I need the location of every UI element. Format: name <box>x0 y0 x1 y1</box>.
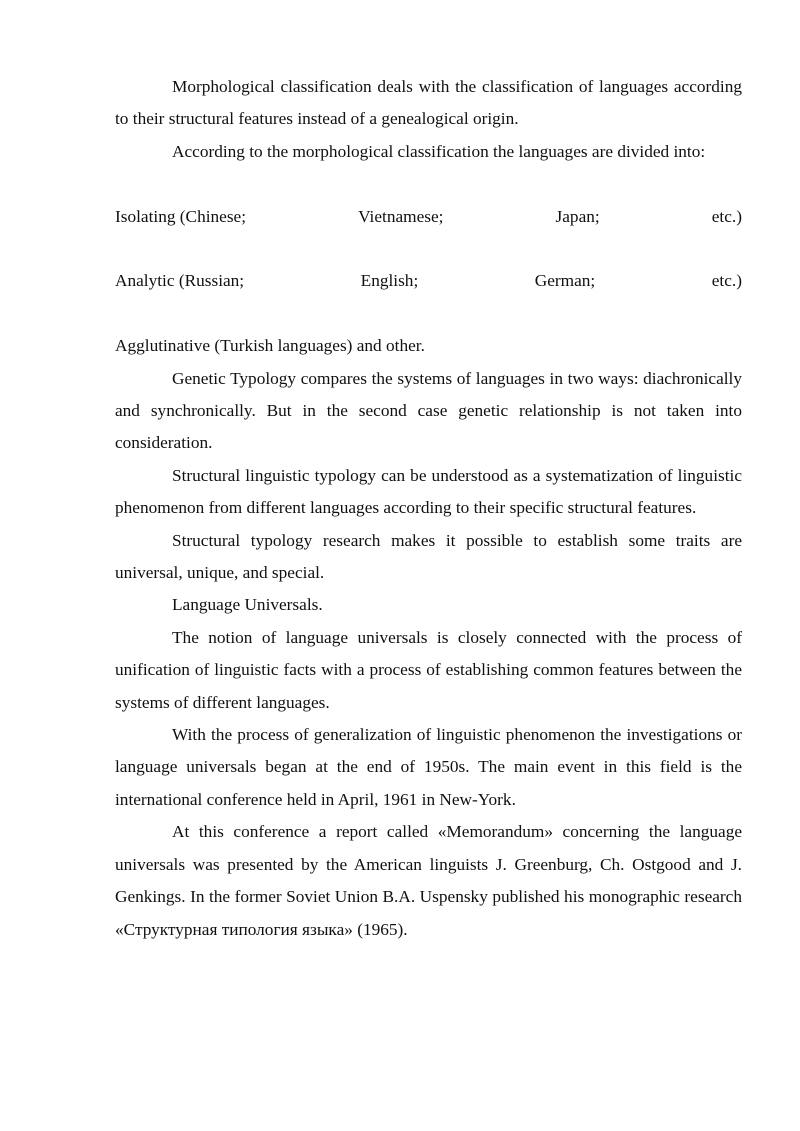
paragraph-memorandum-conference: At this conference a report called «Memorandum» concerning the language universals was presented by the American linguists J. Greenburg, Ch. Ostgood and J. Genkings. In the former Soviet Union B.A. Uspensky published his monographic research «Структурная типология языка» (1965). <box>115 822 742 939</box>
isolating-etc: etc.) <box>711 206 742 226</box>
analytic-example-german: German; <box>534 271 596 291</box>
document-page <box>115 71 742 946</box>
section-heading-language-universals: Language Universals. <box>172 595 323 615</box>
paragraph-structural-typology-research: Structural typology research makes it possible to establish some traits are universal, unique, and special. <box>115 530 742 583</box>
list-item-agglutinative: Agglutinative (Turkish languages) and other. <box>115 336 425 356</box>
list-item-analytic <box>115 265 742 297</box>
isolating-example-japan: Japan; <box>555 206 600 226</box>
isolating-term: Isolating (Chinese; <box>115 206 247 226</box>
analytic-example-english: English; <box>360 271 419 291</box>
isolating-example-vietnamese: Vietnamese; <box>358 206 444 226</box>
list-item-isolating <box>115 201 742 233</box>
analytic-etc: etc.) <box>711 271 742 291</box>
spacer <box>115 298 742 330</box>
spacer <box>115 233 742 265</box>
paragraph-genetic-typology: Genetic Typology compares the systems of languages in two ways: diachronically and synchronically. But in the second case genetic relationship is not taken into consideration. <box>115 368 742 453</box>
paragraph-morphological-classification: Morphological classification deals with the classification of languages according to their structural features instead of a genealogical origin. <box>115 77 742 129</box>
paragraph-structural-linguistic-typology: Structural linguistic typology can be understood as a systematization of linguistic phenomenon from different languages according to their specific structural features. <box>115 465 742 518</box>
paragraph-generalization: With the process of generalization of linguistic phenomenon the investigations or language universals began at the end of 1950s. The main event in this field is the international conference held in April, 1961 in New-York. <box>115 725 742 809</box>
paragraph-notion-universals: The notion of language universals is closely connected with the process of unification of linguistic facts with a process of establishing common features between the systems of different languages. <box>115 627 742 712</box>
paragraph-classification-intro: According to the morphological classification the languages are divided into: <box>172 141 706 161</box>
spacer <box>115 168 742 200</box>
analytic-term: Analytic (Russian; <box>115 271 245 291</box>
